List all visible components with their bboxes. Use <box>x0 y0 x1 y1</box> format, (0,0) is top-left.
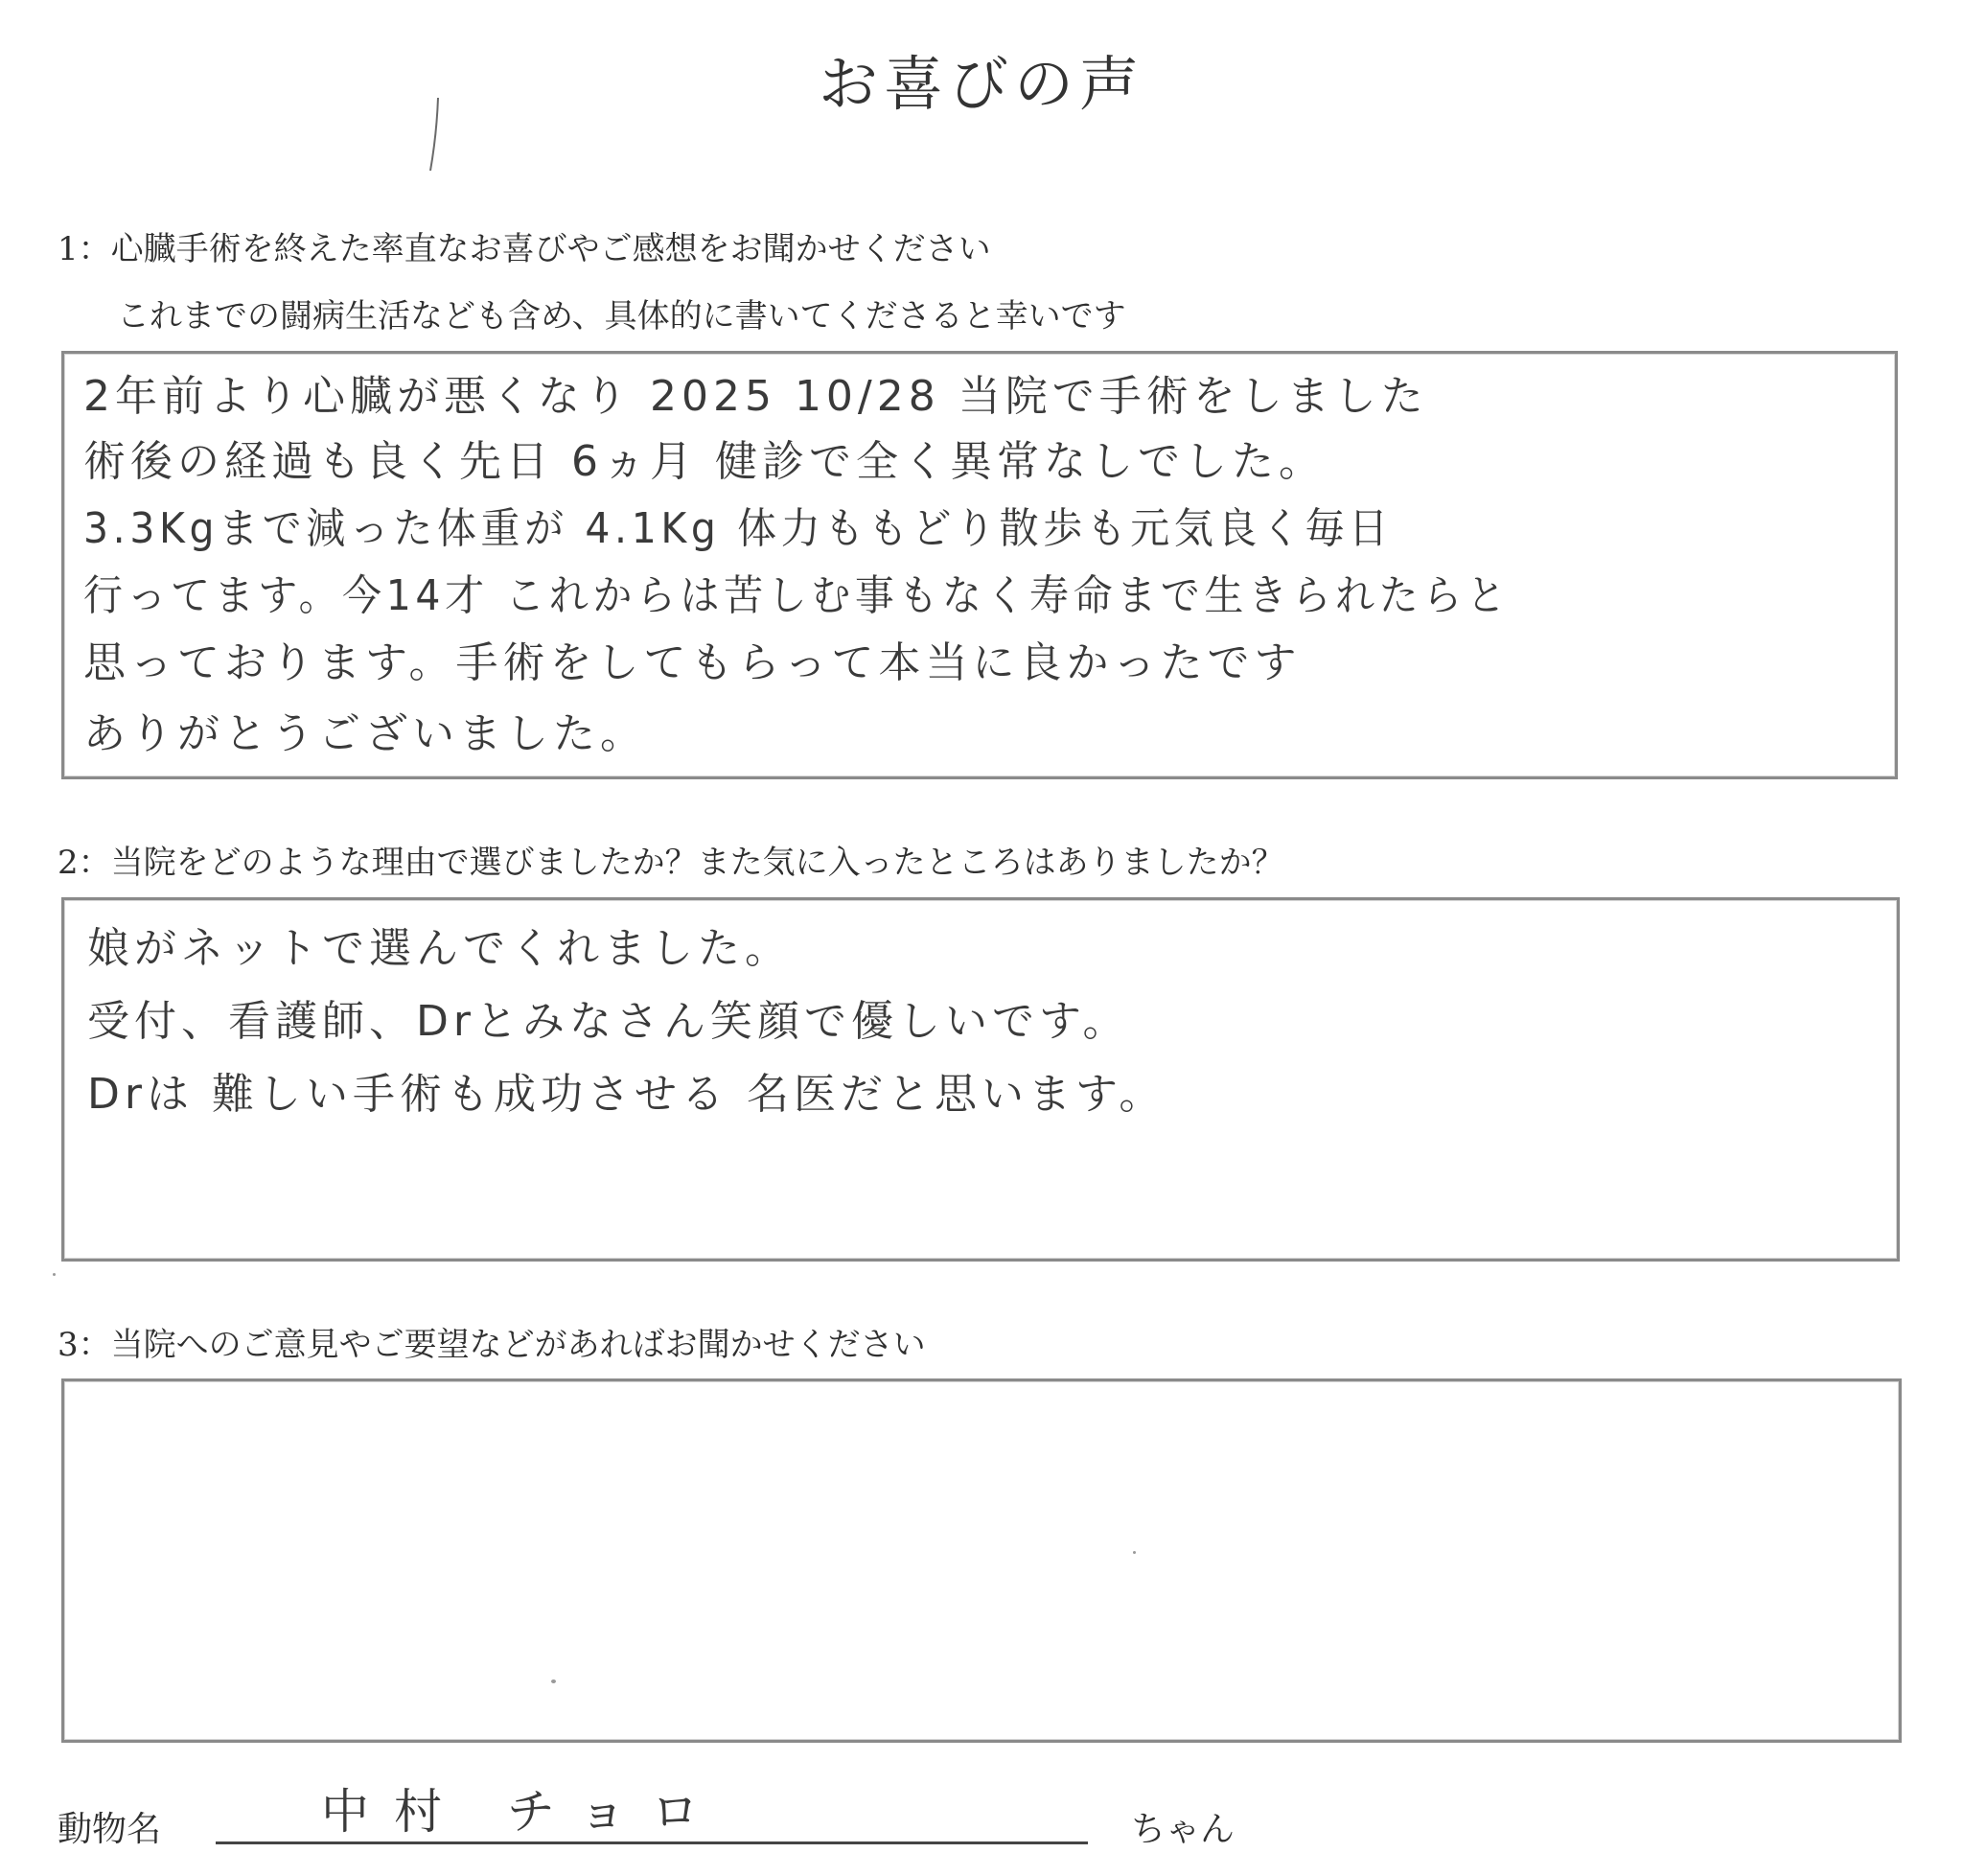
name-suffix: ちゃん <box>1131 1810 1236 1849</box>
answer-1-line: 行ってます。今14才 これからは苦しむ事もなく寿命まで生きられたらと <box>83 571 1511 620</box>
answer-2-box <box>61 897 1900 1262</box>
answer-1-line: 2年前より心臓が悪くなり 2025 10/28 当院で手術をしました <box>83 372 1428 421</box>
answer-1-line: 思っております。手術をしてもらって本当に良かったです <box>83 638 1302 687</box>
animal-name-label: 動物名 <box>58 1810 162 1849</box>
animal-name-value: 中村 チョロ <box>321 1784 725 1840</box>
question-2: 2：当院をどのような理由で選びましたか？また気に入ったところはありましたか？ <box>58 844 1284 882</box>
answer-1-line: ありがとうございました。 <box>83 709 647 758</box>
answer-2-line: Drは 難しい手術も成功させる 名医だと思います。 <box>87 1070 1166 1119</box>
scan-speck <box>551 1679 556 1683</box>
answer-2-line: 娘がネットで選んでくれました。 <box>87 924 792 973</box>
question-1-line-2: これまでの闘病生活なども含め、具体的に書いてくださると幸いです <box>117 297 1126 336</box>
question-3: 3：当院へのご意見やご要望などがあればお聞かせください <box>58 1326 926 1364</box>
answer-1-line: 術後の経過も良く先日 6ヵ月 健診で全く異常なしでした。 <box>83 437 1326 486</box>
answer-2-line: 受付、看護師、Drとみなさん笑顔で優しいです。 <box>87 997 1130 1046</box>
answer-1-line: 3.3Kgまで減った体重が 4.1Kg 体力ももどり散歩も元気良く毎日 <box>83 504 1393 553</box>
scan-speck <box>53 1273 56 1276</box>
answer-3-box <box>61 1378 1902 1743</box>
answer-1-box <box>61 351 1898 779</box>
scan-speck <box>1133 1551 1136 1554</box>
question-1-line-1: 1：心臓手術を終えた率直なお喜びやご感想をお聞かせください <box>58 230 991 268</box>
stray-pen-mark <box>428 96 440 173</box>
page-title: お喜びの声 <box>818 49 1144 119</box>
animal-name-underline <box>216 1841 1088 1844</box>
